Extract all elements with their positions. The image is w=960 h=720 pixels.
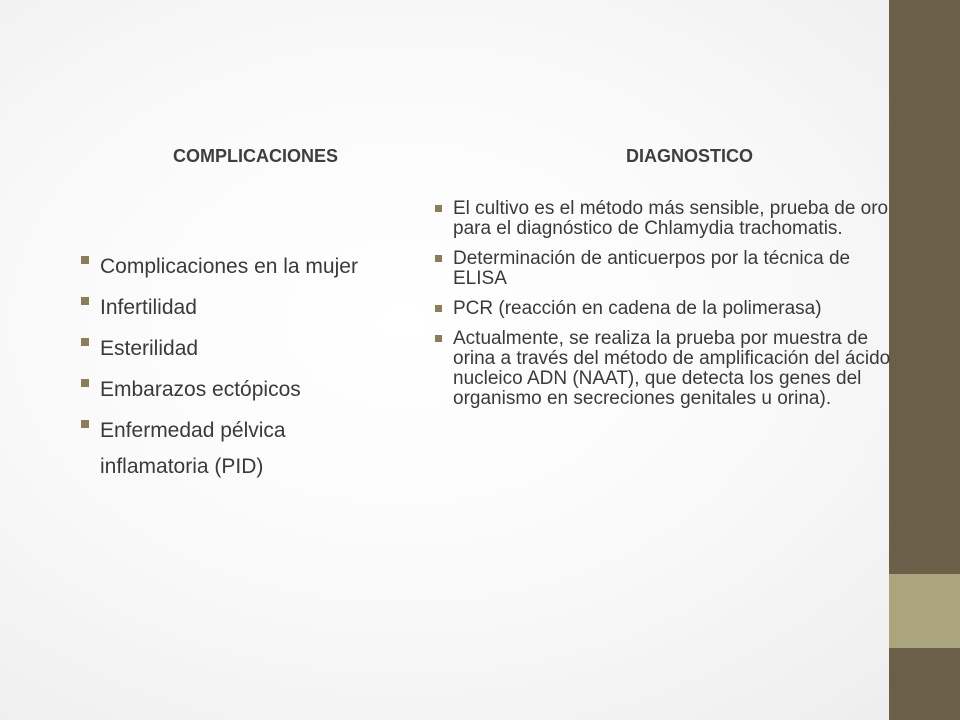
decorative-band-bottom — [889, 648, 960, 720]
list-item-text: Determinación de anticuerpos por la técnica de ELISA — [453, 248, 851, 289]
list-item — [432, 299, 902, 319]
list-item-text: El cultivo es el método más sensible, prueba de oro para el diagnóstico de Chlamydia trachomatis. — [453, 198, 889, 239]
square-bullet-icon — [435, 305, 442, 312]
square-bullet-icon — [81, 256, 89, 264]
square-bullet-icon — [81, 297, 89, 305]
diagnosis-heading: DIAGNOSTICO — [626, 146, 754, 166]
square-bullet-icon — [81, 379, 89, 387]
square-bullet-icon — [81, 420, 89, 428]
list-item-text: PCR (reacción en cadena de la polimerasa) — [453, 298, 822, 319]
list-item-text: Embarazos ectópicos — [100, 378, 301, 401]
list-item — [78, 413, 378, 485]
list-item — [432, 249, 902, 289]
list-item — [78, 249, 378, 285]
list-item — [432, 329, 902, 409]
complications-heading: COMPLICACIONES — [173, 146, 339, 166]
square-bullet-icon — [435, 255, 442, 262]
list-item-text: Esterilidad — [100, 337, 199, 360]
square-bullet-icon — [435, 205, 442, 212]
list-item — [78, 372, 378, 408]
list-item-text: Complicaciones en la mujer — [100, 255, 358, 278]
list-item-text: Infertilidad — [100, 296, 197, 319]
list-item — [78, 331, 378, 367]
diagnosis-list — [432, 199, 902, 419]
square-bullet-icon — [81, 338, 89, 346]
list-item-text: Actualmente, se realiza la prueba por muestra de orina a través del método de amplificación del ácido nucleico ADN (NAAT), que detecta los genes del organismo en secreciones genitales u orina). — [453, 328, 891, 409]
decorative-band-middle — [889, 574, 960, 648]
list-item-text: Enfermedad pélvica inflamatoria (PID) — [100, 419, 286, 478]
square-bullet-icon — [435, 335, 442, 342]
complications-list — [78, 249, 378, 490]
list-item — [78, 290, 378, 326]
list-item — [432, 199, 902, 239]
